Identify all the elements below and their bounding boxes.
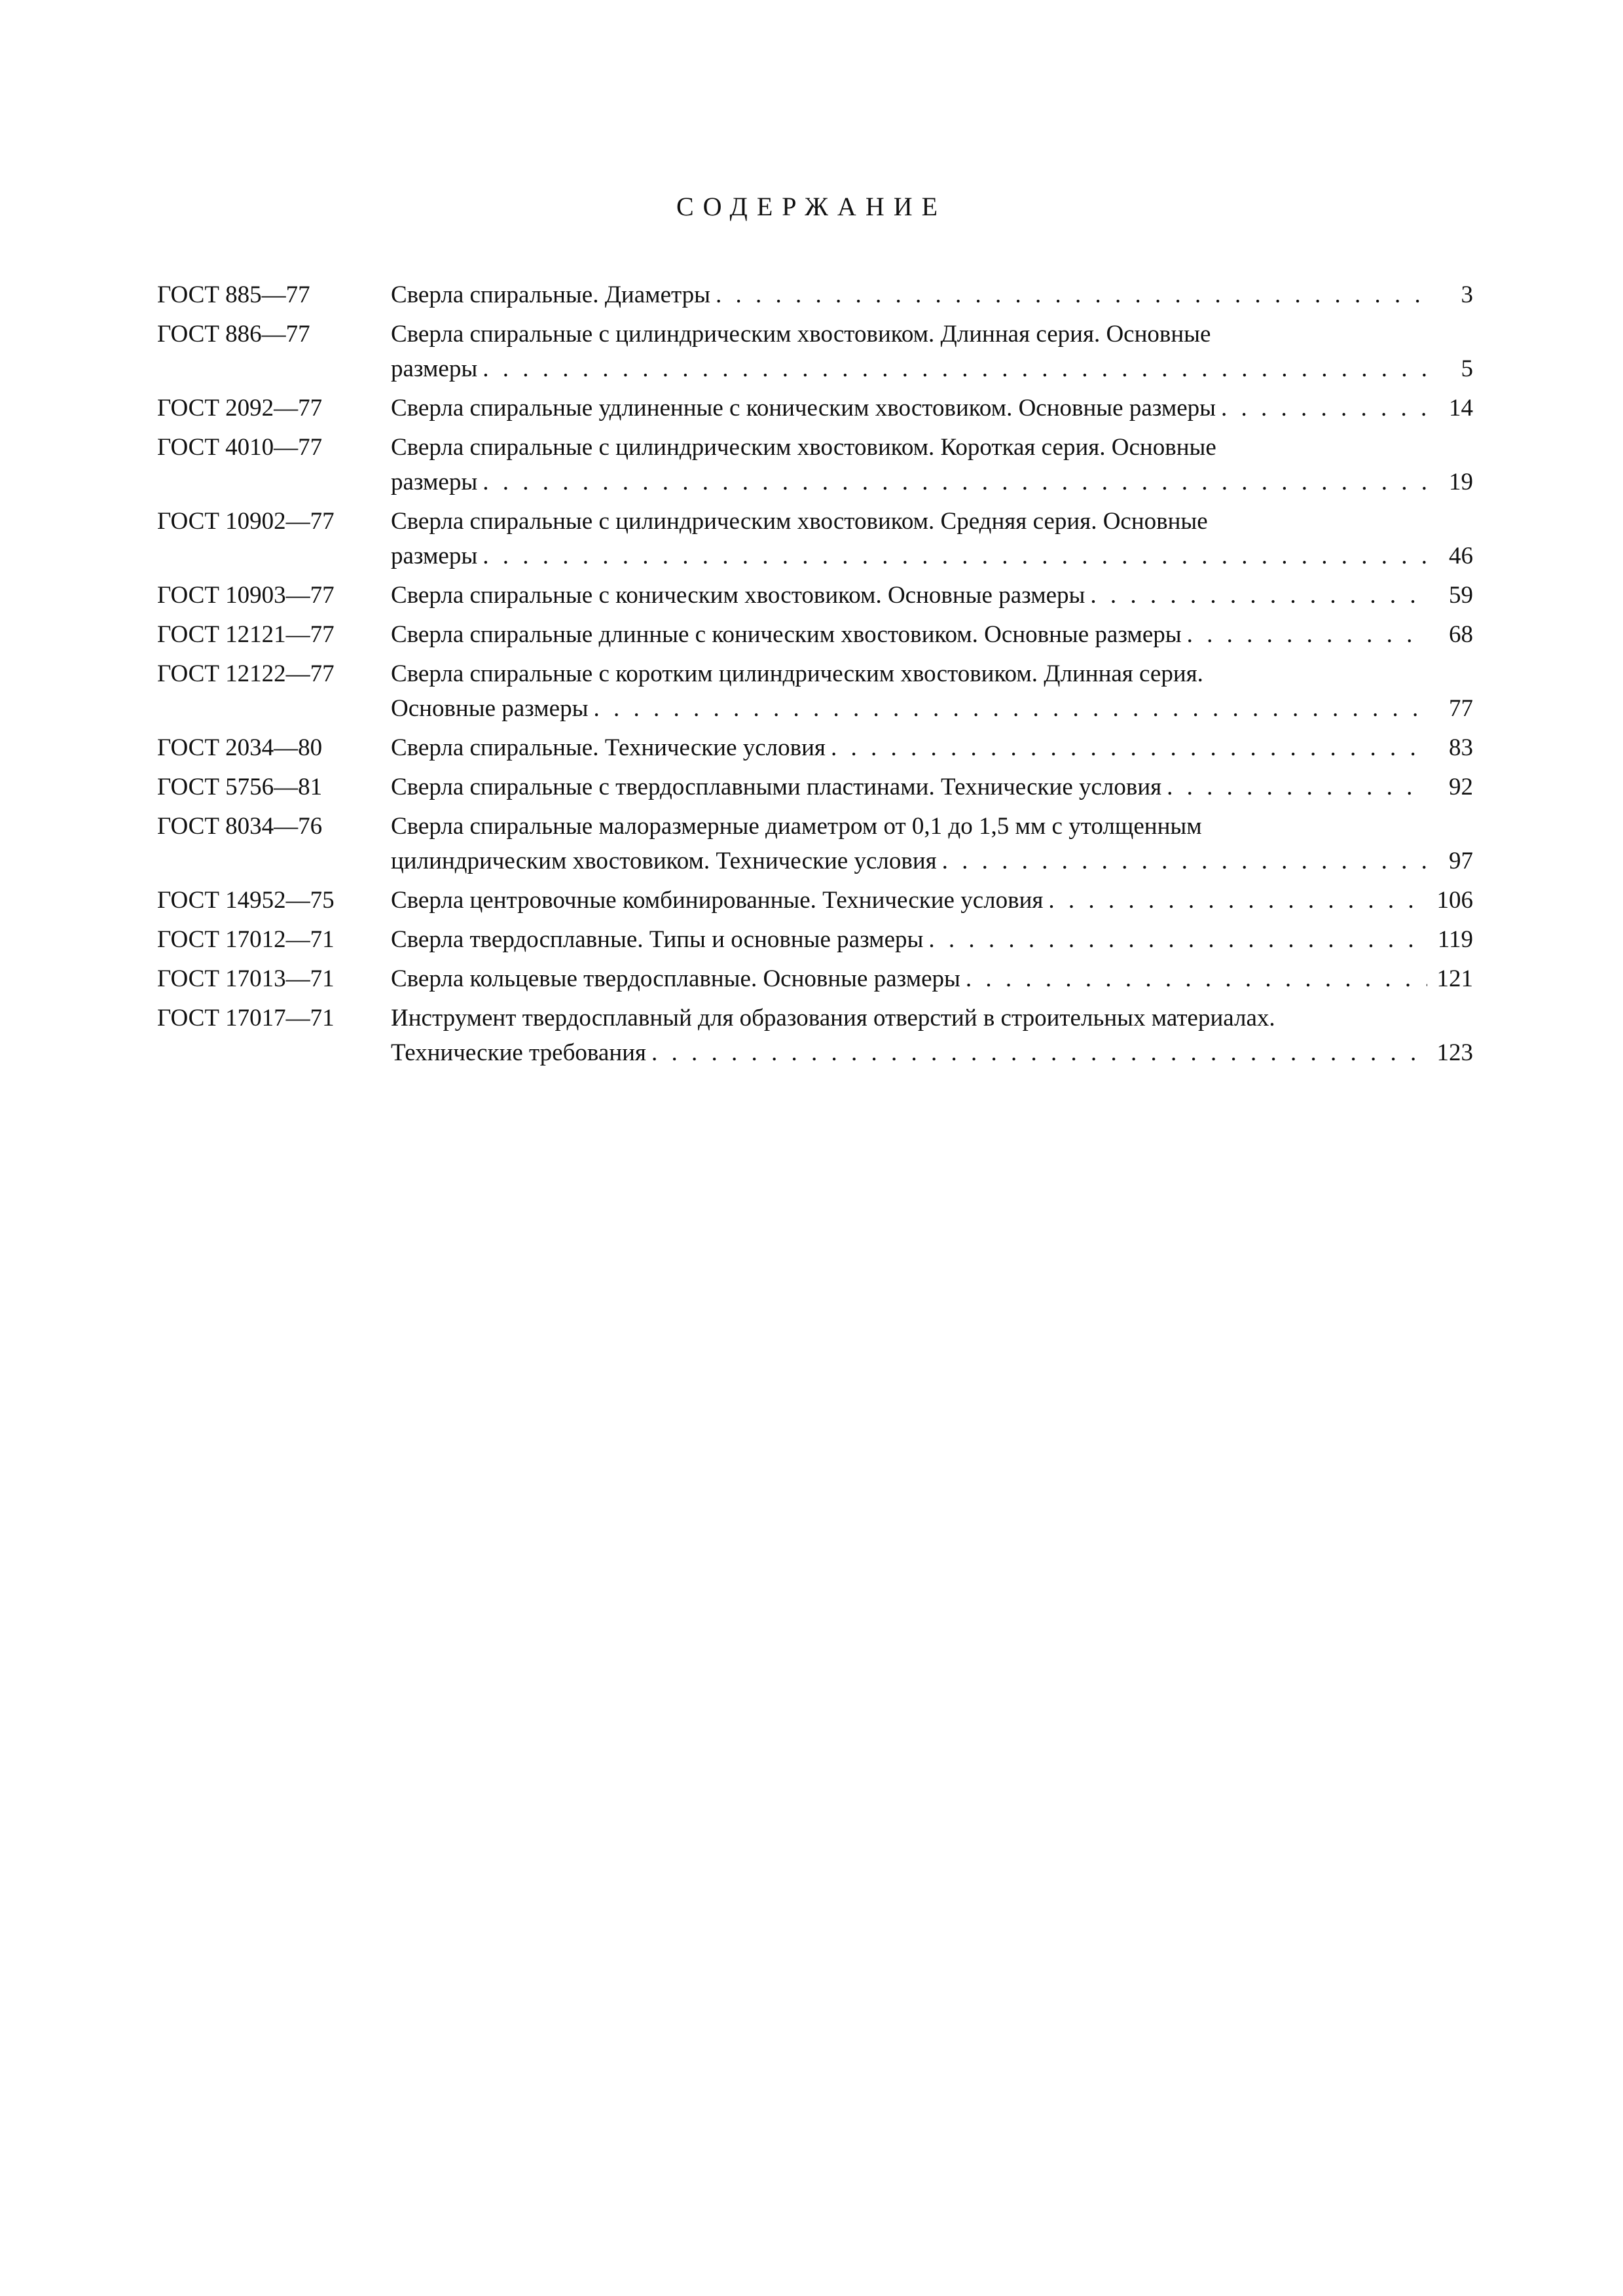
toc-entry-body: [391, 578, 1473, 613]
toc-entry-last-line: [391, 770, 1473, 804]
toc-entry-code: ГОСТ 17013—71: [157, 965, 335, 992]
toc-entry-code: ГОСТ 886—77: [157, 321, 310, 348]
toc-entry-body: [391, 617, 1473, 652]
toc-entry-body: [391, 1001, 1473, 1070]
toc-entry-title: Сверла кольцевые твердосплавные. Основные размеры: [391, 965, 960, 992]
toc-entry-last-line: [391, 691, 1473, 726]
toc-entry-title: Основные размеры: [391, 695, 589, 722]
dot-leader: [477, 465, 1427, 499]
toc-entry-page-number: 123: [1436, 1039, 1473, 1066]
toc-entry-page-number: 68: [1449, 621, 1473, 648]
toc-entry-code: ГОСТ 10902—77: [157, 508, 335, 535]
toc-entry-title: Сверла спиральные длинные с коническим хвостовиком. Основные размеры: [391, 621, 1182, 648]
toc-entry-code: ГОСТ 17012—71: [157, 926, 335, 953]
toc-entry-code: ГОСТ 10903—77: [157, 582, 335, 609]
toc-entry-page-number: 3: [1461, 281, 1473, 308]
toc-entry-body: [391, 922, 1473, 957]
dot-leader: [1216, 391, 1427, 425]
toc-entry-body: [391, 278, 1473, 312]
dot-leader: [477, 539, 1427, 573]
toc-entry-title: Сверла спиральные. Диаметры: [391, 281, 710, 308]
toc-entry-page-number: 119: [1437, 926, 1473, 953]
toc-entry-page-number: 46: [1449, 543, 1473, 569]
toc-entry-last-line: [391, 730, 1473, 765]
toc-entry-body: [391, 504, 1473, 573]
toc-entry-page-number: 77: [1449, 695, 1473, 722]
page-title: СОДЕРЖАНИЕ: [676, 192, 947, 221]
toc-entry-title: размеры: [391, 469, 478, 495]
toc-entry-page-number: 92: [1449, 774, 1473, 800]
dot-leader: [710, 278, 1427, 312]
toc-entry-title: Сверла твердосплавные. Типы и основные размеры: [391, 926, 924, 953]
toc-entry-body: [391, 391, 1473, 425]
toc-entry-code: ГОСТ 12122—77: [157, 660, 335, 687]
toc-entry-code: ГОСТ 4010—77: [157, 434, 323, 461]
dot-leader: [960, 961, 1427, 996]
toc-entry-code: ГОСТ 885—77: [157, 281, 310, 308]
toc-entry: [157, 430, 1473, 499]
toc-entry-last-line: [391, 351, 1473, 386]
toc-entry-last-line: [391, 1035, 1473, 1070]
toc-entry-page-number: 19: [1449, 469, 1473, 495]
toc-entry: [157, 883, 1473, 918]
toc-entry-title: Сверла спиральные с коническим хвостовиком. Основные размеры: [391, 582, 1085, 609]
toc-entry-title: Сверла спиральные с твердосплавными пластинами. Технические условия: [391, 774, 1162, 800]
toc-entry: [157, 1001, 1473, 1070]
toc-entry: [157, 809, 1473, 878]
toc-entry: [157, 617, 1473, 652]
dot-leader: [588, 691, 1427, 726]
toc-entry-last-line: [391, 883, 1473, 918]
toc-entry-body: [391, 317, 1473, 386]
toc-entry-body: [391, 961, 1473, 996]
toc-entry-last-line: [391, 278, 1473, 312]
dot-leader: [1161, 770, 1427, 804]
toc-entry-code: ГОСТ 2092—77: [157, 395, 323, 422]
toc-entry-last-line: [391, 922, 1473, 957]
toc-entry: [157, 961, 1473, 996]
toc-entry-title-line: Сверла спиральные малоразмерные диаметром от 0,1 до 1,5 мм с утолщенным: [391, 813, 1202, 840]
toc-entry-code: ГОСТ 14952—75: [157, 887, 335, 914]
toc-entry: [157, 922, 1473, 957]
dot-leader: [1085, 578, 1427, 613]
toc-entry: [157, 391, 1473, 425]
dot-leader: [826, 730, 1427, 765]
toc-entry-page-number: 59: [1449, 582, 1473, 609]
toc-entry-page-number: 106: [1436, 887, 1473, 914]
toc-entry: [157, 770, 1473, 804]
dot-leader: [937, 844, 1427, 878]
toc-entry: [157, 504, 1473, 573]
toc-entry: [157, 730, 1473, 765]
toc-entry-last-line: [391, 578, 1473, 613]
toc-entry-last-line: [391, 617, 1473, 652]
toc-entry-title: размеры: [391, 543, 478, 569]
toc-entry-title: Сверла центровочные комбинированные. Технические условия: [391, 887, 1044, 914]
toc-entry-title: Сверла спиральные удлиненные с коническим хвостовиком. Основные размеры: [391, 395, 1216, 422]
toc-entry-last-line: [391, 391, 1473, 425]
table-of-contents: [157, 278, 1473, 1075]
toc-entry-page-number: 14: [1449, 395, 1473, 422]
toc-entry-title: цилиндрическим хвостовиком. Технические условия: [391, 848, 937, 874]
toc-entry-code: ГОСТ 5756—81: [157, 774, 323, 800]
toc-entry-body: [391, 883, 1473, 918]
toc-entry: [157, 278, 1473, 312]
toc-entry-title: размеры: [391, 355, 478, 382]
toc-entry-title-line: Сверла спиральные с цилиндрическим хвостовиком. Короткая серия. Основные: [391, 434, 1216, 461]
toc-entry-page-number: 83: [1449, 734, 1473, 761]
toc-entry-code: ГОСТ 8034—76: [157, 813, 323, 840]
toc-entry: [157, 656, 1473, 726]
toc-entry-last-line: [391, 961, 1473, 996]
toc-entry-page-number: 5: [1461, 355, 1473, 382]
toc-entry-title-line: Инструмент твердосплавный для образования отверстий в строительных материалах.: [391, 1005, 1275, 1031]
toc-entry-code: ГОСТ 2034—80: [157, 734, 323, 761]
toc-entry-title-line: Сверла спиральные с коротким цилиндрическим хвостовиком. Длинная серия.: [391, 660, 1203, 687]
toc-entry-code: ГОСТ 12121—77: [157, 621, 335, 648]
toc-entry-last-line: [391, 539, 1473, 573]
toc-entry-body: [391, 730, 1473, 765]
toc-entry-body: [391, 430, 1473, 499]
toc-entry-code: ГОСТ 17017—71: [157, 1005, 335, 1031]
toc-entry: [157, 578, 1473, 613]
toc-entry-page-number: 97: [1449, 848, 1473, 874]
toc-entry: [157, 317, 1473, 386]
toc-entry-title: Технические требования: [391, 1039, 646, 1066]
dot-leader: [646, 1035, 1427, 1070]
toc-entry-last-line: [391, 844, 1473, 878]
toc-entry-body: [391, 809, 1473, 878]
toc-entry-title-line: Сверла спиральные с цилиндрическим хвостовиком. Средняя серия. Основные: [391, 508, 1208, 535]
toc-entry-body: [391, 656, 1473, 726]
toc-entry-body: [391, 770, 1473, 804]
toc-entry-last-line: [391, 465, 1473, 499]
dot-leader: [923, 922, 1427, 957]
toc-entry-title: Сверла спиральные. Технические условия: [391, 734, 826, 761]
dot-leader: [1182, 617, 1427, 652]
dot-leader: [1043, 883, 1427, 918]
toc-entry-page-number: 121: [1436, 965, 1473, 992]
dot-leader: [477, 351, 1427, 386]
toc-entry-title-line: Сверла спиральные с цилиндрическим хвостовиком. Длинная серия. Основные: [391, 321, 1211, 348]
